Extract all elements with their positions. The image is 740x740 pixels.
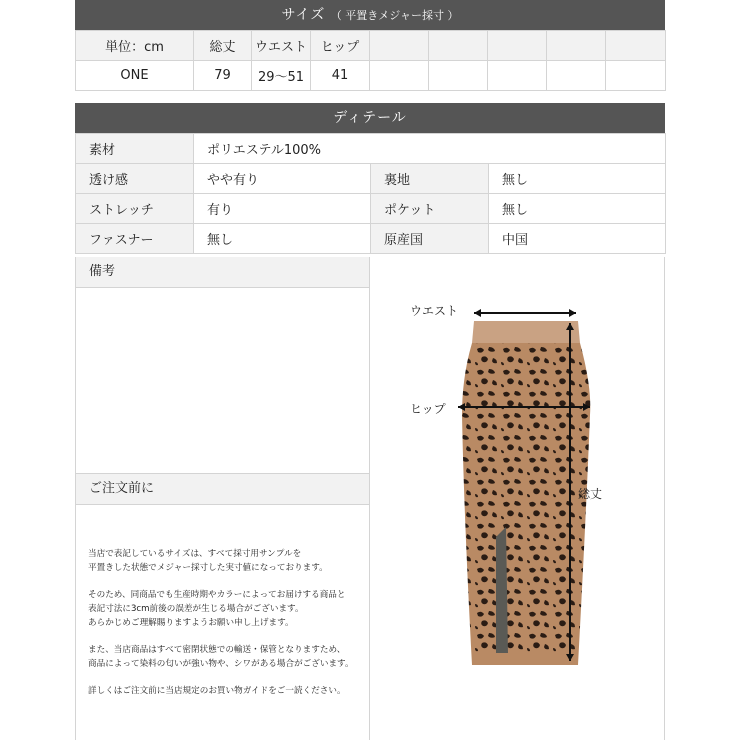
remarks-body [76, 288, 369, 474]
size-col-header: ウエスト [252, 31, 311, 61]
detail-label: 原産国 [371, 224, 489, 254]
size-row [76, 61, 666, 91]
size-col-header [429, 31, 488, 61]
size-cell [370, 61, 429, 91]
size-cell [488, 61, 547, 91]
skirt-diagram [370, 257, 665, 740]
lower-section [75, 257, 665, 740]
remarks-label: 備考 [76, 257, 369, 288]
size-cell [606, 61, 666, 91]
size-col-header [488, 31, 547, 61]
size-cell [429, 61, 488, 91]
detail-header [75, 103, 665, 133]
size-cell [547, 61, 606, 91]
detail-row [76, 164, 666, 194]
detail-value: やや有り [194, 164, 371, 194]
detail-value: 無し [489, 194, 666, 224]
detail-row [76, 194, 666, 224]
caution-label: ご注文前に [76, 474, 369, 505]
caution-paragraph: そのため、同商品でも生産時期やカラーによってお届けする商品と 表記寸法に3cm前後の誤差が生じる場合がございます。 あらかじめご理解賜りますようお願い申し上げます。 [88, 590, 346, 628]
detail-table [75, 133, 666, 254]
size-col-header: 総丈 [194, 31, 252, 61]
hip-label: ヒップ [410, 402, 446, 416]
detail-value: 無し [489, 164, 666, 194]
detail-title: ディテール [333, 110, 407, 126]
detail-label: 透け感 [76, 164, 194, 194]
size-cell: 41 [311, 61, 370, 91]
spec-sheet [75, 0, 665, 254]
notes-column [75, 257, 370, 740]
size-cell: 29〜51 [252, 61, 311, 91]
detail-value: 中国 [489, 224, 666, 254]
length-label: 総丈 [578, 487, 603, 501]
size-header-row [76, 31, 666, 61]
detail-label: ファスナー [76, 224, 194, 254]
size-subtitle: （ 平置きメジャー採寸 ） [330, 9, 459, 22]
size-cell: ONE [76, 61, 194, 91]
waist-label: ウエスト [410, 304, 459, 318]
detail-value: 有り [194, 194, 371, 224]
size-col-header [547, 31, 606, 61]
detail-label: ポケット [371, 194, 489, 224]
measurement-diagram [370, 257, 665, 740]
detail-row [76, 134, 666, 164]
skirt-waistband [472, 321, 580, 343]
caution-paragraph: 当店で表記しているサイズは、すべて採寸用サンプルを 平置きした状態でメジャー採寸した実寸値になっております。 [88, 549, 328, 573]
material-label: 素材 [76, 134, 194, 164]
caution-text [88, 547, 368, 711]
material-value: ポリエステル100% [194, 134, 666, 164]
size-cell: 79 [194, 61, 252, 91]
size-col-header: 単位：cm [76, 31, 194, 61]
detail-row [76, 224, 666, 254]
caution-paragraph: また、当店商品はすべて密閉状態での輸送・保管となりますため、 商品によって染料の匂いが強い物や、シワがある場合がございます。 [88, 645, 354, 669]
detail-value: 無し [194, 224, 371, 254]
skirt-body [462, 343, 590, 665]
caution-paragraph: 詳しくはご注文前に当店規定のお買い物ガイドをご一読ください。 [88, 686, 346, 696]
size-col-header [370, 31, 429, 61]
size-table [75, 30, 666, 91]
size-header [75, 0, 665, 30]
detail-label: 裏地 [371, 164, 489, 194]
detail-label: ストレッチ [76, 194, 194, 224]
skirt-slit [496, 527, 508, 657]
size-col-header [606, 31, 666, 61]
size-col-header: ヒップ [311, 31, 370, 61]
size-title: サイズ [281, 7, 326, 23]
